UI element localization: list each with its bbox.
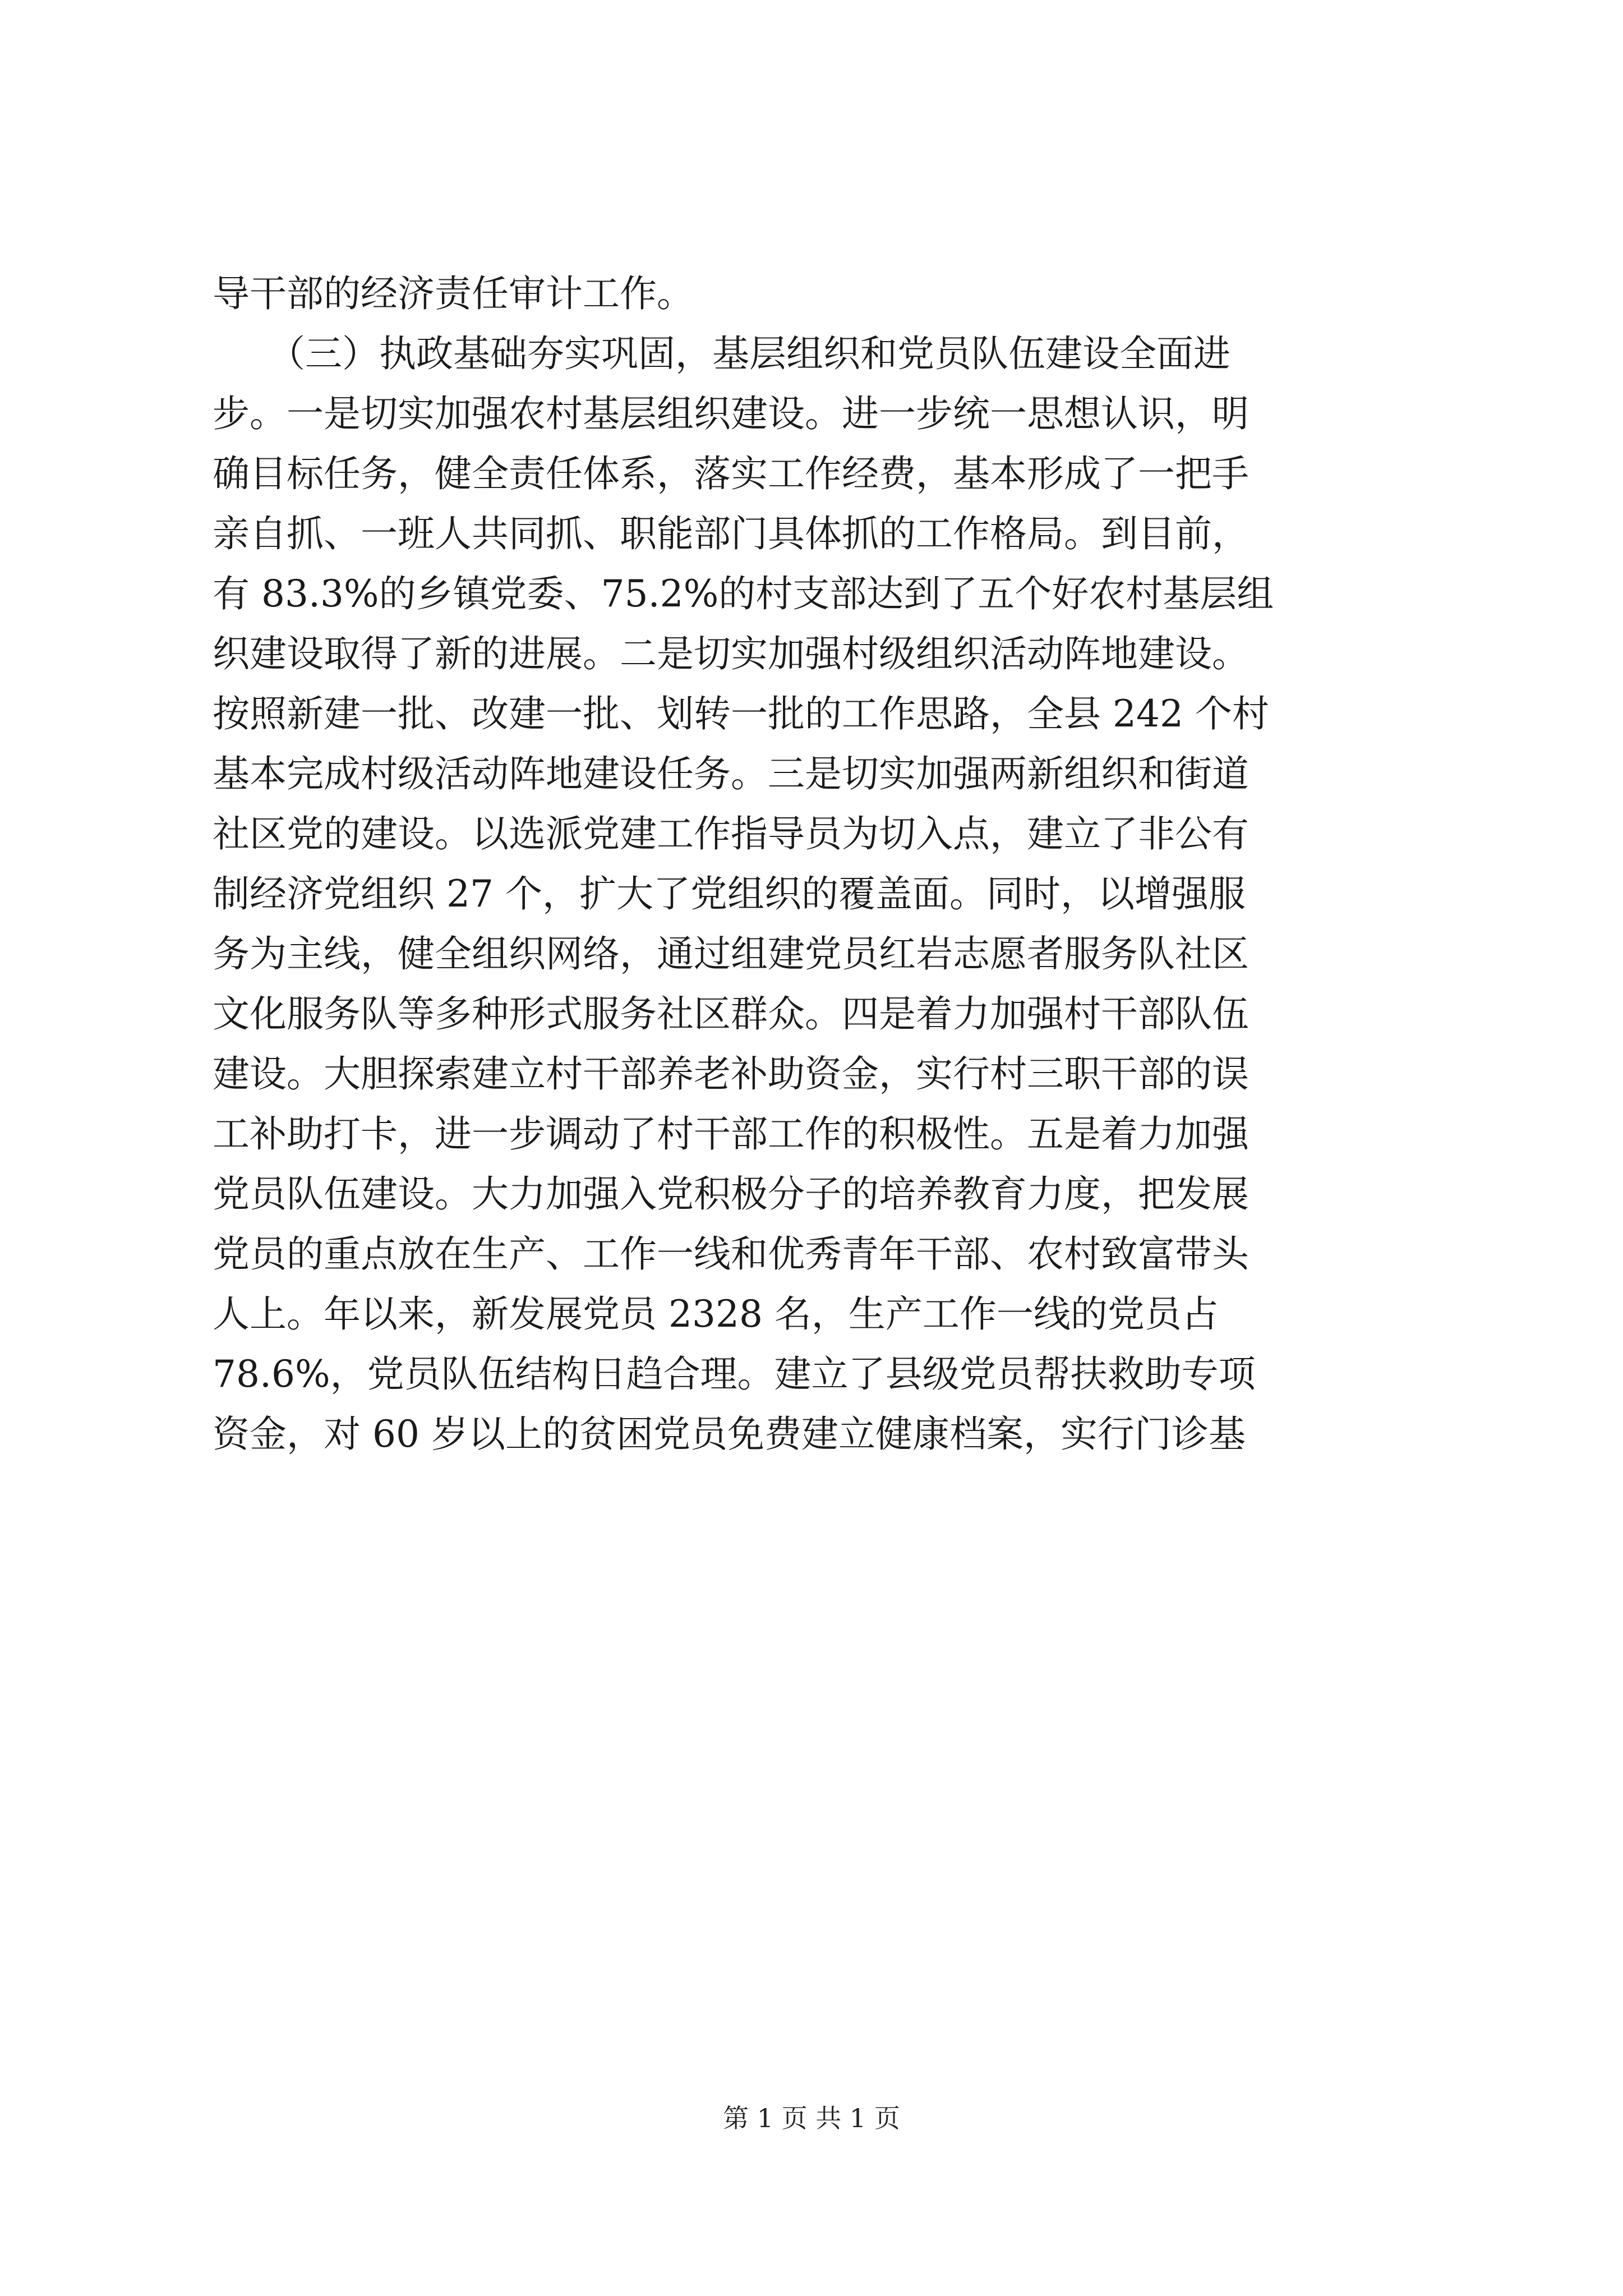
text-line: 党员的重点放在生产、工作一线和优秀青年干部、农村致富带头 xyxy=(213,1232,1249,1276)
text-line: 务为主线，健全组织网络，通过组建党员红岩志愿者服务队社区 xyxy=(213,932,1249,976)
text-line: 亲自抓、一班人共同抓、职能部门具体抓的工作格局。到目前， xyxy=(213,512,1249,555)
text-line: 按照新建一批、改建一批、划转一批的工作思路，全县 242 个村 xyxy=(213,692,1269,735)
text-line: （三）执政基础夯实巩固，基层组织和党员队伍建设全面进 xyxy=(213,332,1230,375)
text-line: 资金，对 60 岁以上的贫困党员免费建立健康档案，实行门诊基 xyxy=(213,1412,1246,1456)
text-line: 织建设取得了新的进展。二是切实加强村级组织活动阵地建设。 xyxy=(213,632,1249,675)
text-line: 基本完成村级活动阵地建设任务。三是切实加强两新组织和街道 xyxy=(213,752,1249,795)
text-line: 党员队伍建设。大力加强入党积极分子的培养教育力度，把发展 xyxy=(213,1172,1249,1216)
text-line: 制经济党组织 27 个，扩大了党组织的覆盖面。同时，以增强服 xyxy=(213,872,1246,915)
text-line: 有 83.3%的乡镇党委、75.2%的村支部达到了五个好农村基层组 xyxy=(213,572,1274,615)
page-number-label: 第 1 页 共 1 页 xyxy=(723,2103,900,2133)
text-line: 导干部的经济责任审计工作。 xyxy=(213,272,694,315)
text-line: 文化服务队等多种形式服务社区群众。四是着力加强村干部队伍 xyxy=(213,992,1249,1036)
text-line: 建设。大胆探索建立村干部养老补助资金，实行村三职干部的误 xyxy=(213,1052,1249,1096)
text-line: 确目标任务，健全责任体系，落实工作经费，基本形成了一把手 xyxy=(213,452,1249,495)
page-footer xyxy=(0,2098,1623,2135)
text-line: 工补助打卡，进一步调动了村干部工作的积极性。五是着力加强 xyxy=(213,1112,1249,1156)
body-text xyxy=(213,264,1415,1464)
text-line: 人上。年以来，新发展党员 2328 名，生产工作一线的党员占 xyxy=(213,1292,1219,1336)
text-line: 78.6%，党员队伍结构日趋合理。建立了县级党员帮扶救助专项 xyxy=(213,1352,1256,1396)
text-line: 步。一是切实加强农村基层组织建设。进一步统一思想认识，明 xyxy=(213,392,1249,435)
text-line: 社区党的建设。以选派党建工作指导员为切入点，建立了非公有 xyxy=(213,812,1249,855)
